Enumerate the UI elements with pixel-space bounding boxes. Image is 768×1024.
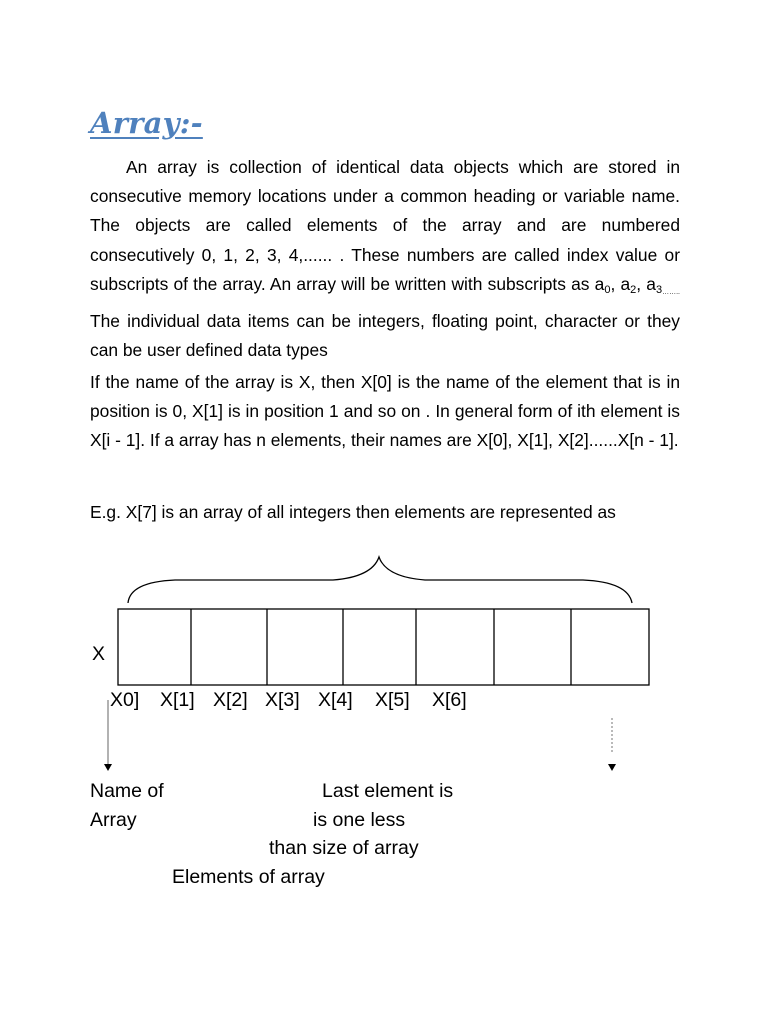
- array-name-label: X: [92, 643, 106, 665]
- subscript-3: 3: [655, 283, 663, 296]
- paragraph-definition: [90, 153, 680, 365]
- paragraph-example: E.g. X[7] is an array of all integers then elements are represented as: [90, 502, 616, 522]
- paragraph-indexing: If the name of the array is X, then X[0] is the name of the element that is in position is 0, X[1] is in position 1 and so on . In general form of ith element is X[i - 1]. If a array has n elements, their names are X[0], X[1], X[2]......X[n - 1].: [90, 372, 680, 451]
- label-last-element: Last element is: [322, 780, 454, 802]
- index-label: X[6]: [432, 689, 467, 711]
- brace-shape: [128, 557, 632, 603]
- array-diagram: [0, 540, 768, 790]
- separator-1: , a: [610, 273, 631, 294]
- index-label: X[4]: [318, 689, 353, 711]
- paragraph-definition-text-2: The individual data items can be integers, floating point, character or they can be user defined data types: [90, 311, 680, 361]
- label-size-of-array: than size of array: [269, 837, 419, 859]
- array-outline: [118, 609, 649, 685]
- label-array: Array: [90, 809, 137, 831]
- index-label: X[5]: [375, 689, 410, 711]
- subscript-0: 0: [604, 283, 611, 296]
- index-label: X[2]: [213, 689, 248, 711]
- index-label: X[3]: [265, 689, 300, 711]
- index-label: X0]: [110, 689, 140, 711]
- separator-2: , a: [636, 273, 656, 294]
- page-title: Array:-: [90, 106, 203, 140]
- label-elements-of-array: Elements of array: [172, 866, 325, 888]
- subscript-2: 2: [630, 283, 637, 296]
- last-arrow-head: [608, 764, 616, 771]
- paragraph-definition-text: An array is collection of identical data objects which are stored in consecutive memory locations under a common heading or variable name. The objects are called elements of the array and are numbered consecutively 0, 1, 2, 3, 4,...... . These numbers are called index value or subscripts of the array. An array will be written with subscripts as a: [90, 157, 680, 294]
- label-name-of: Name of: [90, 780, 164, 802]
- label-one-less: is one less: [313, 809, 406, 831]
- subscript-dots: ……..: [662, 288, 680, 296]
- name-arrow-head: [104, 764, 112, 771]
- index-label: X[1]: [160, 689, 195, 711]
